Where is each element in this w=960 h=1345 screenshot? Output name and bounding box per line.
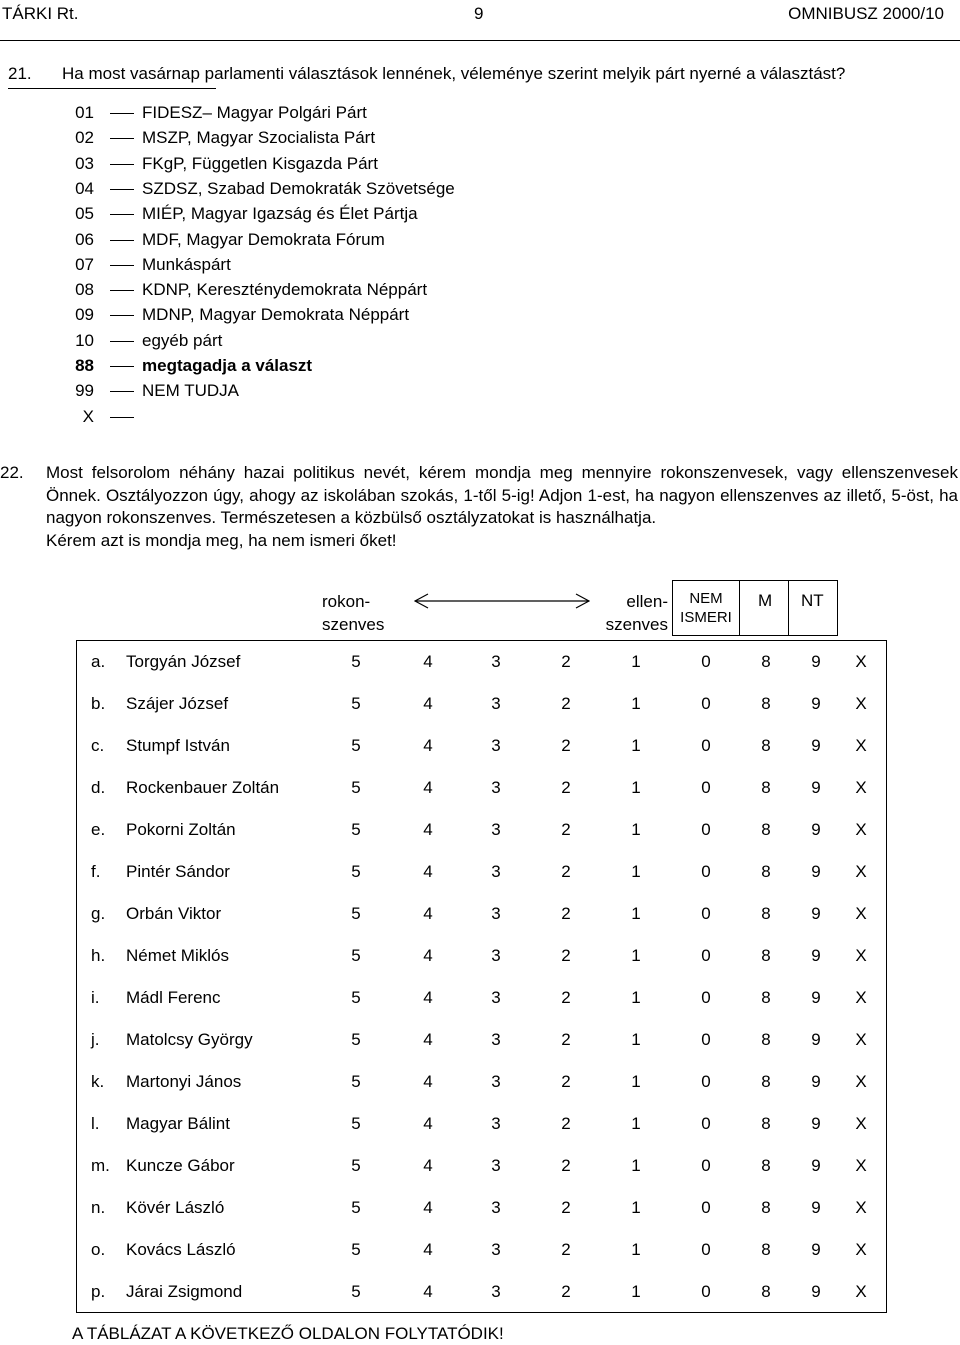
rating-code[interactable]: 5 [351,904,361,923]
rating-code[interactable]: 4 [423,694,433,713]
rating-code[interactable]: 5 [351,946,361,965]
rating-code[interactable]: 5 [351,778,361,797]
rating-code[interactable]: 4 [423,988,433,1007]
rating-code[interactable]: X [855,946,867,965]
rating-code[interactable]: 2 [561,1198,571,1217]
rating-code[interactable]: 2 [561,1156,571,1175]
rating-code[interactable]: 8 [761,820,771,839]
option-code: 08 [75,280,94,300]
answer-option [0,407,500,432]
answer-option [0,103,500,128]
rating-code[interactable]: 4 [423,1198,433,1217]
rating-code[interactable]: X [855,1240,867,1259]
politician-name: Torgyán József [126,652,241,671]
option-label: MIÉP, Magyar Igazság és Élet Pártja [142,204,418,224]
rating-code[interactable]: 2 [561,904,571,923]
rating-code[interactable]: 8 [761,1282,771,1301]
rating-code[interactable]: 9 [811,1030,821,1049]
answer-option [0,230,500,255]
option-code: 07 [75,254,94,274]
rating-code[interactable]: 9 [811,946,821,965]
answer-option [0,381,500,406]
option-label: megtagadja a választ [142,356,313,375]
rating-code[interactable]: 3 [491,1156,501,1175]
rating-code[interactable]: 2 [561,1240,571,1259]
table-row [76,1229,887,1271]
rating-code[interactable]: 9 [811,820,821,839]
nem-ismeri-header [673,589,739,627]
answer-option [0,305,500,330]
rating-code[interactable]: 9 [811,904,821,923]
table-row [76,1271,887,1313]
scale-left-line-1: rokon- [322,592,371,611]
survey-id: OMNIBUSZ 2000/10 [788,4,944,23]
rating-code[interactable]: 5 [351,820,361,839]
rating-code[interactable]: X [855,1198,867,1217]
table-row [76,1061,887,1103]
option-dash [110,290,134,291]
rating-code[interactable]: 8 [761,1072,771,1091]
rating-code[interactable]: 1 [631,1114,641,1133]
rating-code[interactable]: 9 [811,1198,821,1217]
option-code: 09 [75,305,94,325]
rating-code[interactable]: 2 [561,820,571,839]
rating-code[interactable]: 1 [631,988,641,1007]
option-label: egyéb párt [142,330,223,350]
rating-code[interactable]: 3 [491,946,501,965]
rating-code[interactable]: X [855,1114,867,1133]
rating-code[interactable]: 4 [423,862,433,881]
option-label: MSZP, Magyar Szocialista Párt [142,128,376,148]
rating-code[interactable]: 8 [761,988,771,1007]
politician-name: Matolcsy György [126,1030,253,1049]
nem-ismeri-header-box [672,580,740,636]
rating-code[interactable]: 4 [423,1114,433,1133]
m-header-box [739,580,789,636]
rating-code[interactable]: 5 [351,1240,361,1259]
rating-code[interactable]: 0 [701,694,711,713]
rating-code[interactable]: 3 [491,862,501,881]
rating-code[interactable]: 3 [491,988,501,1007]
rating-code[interactable]: 1 [631,1240,641,1259]
scale-right-line-1: ellen- [626,592,668,611]
rating-code[interactable]: 5 [351,1114,361,1133]
option-label: FIDESZ– Magyar Polgári Párt [142,103,367,122]
rating-code[interactable]: 4 [423,1156,433,1175]
rating-code[interactable]: X [855,736,867,755]
rating-code[interactable]: 1 [631,1156,641,1175]
rating-code[interactable]: 1 [631,1030,641,1049]
rating-code[interactable]: 4 [423,1072,433,1091]
rating-code[interactable]: X [855,1030,867,1049]
rating-code[interactable]: 0 [701,988,711,1007]
option-code: 05 [75,204,94,224]
politician-name: Magyar Bálint [126,1114,230,1133]
rating-code[interactable]: 3 [491,1030,501,1049]
rating-code[interactable]: 5 [351,988,361,1007]
rating-code[interactable]: 0 [701,652,711,671]
answer-option [0,179,500,204]
table-row [76,1145,887,1187]
table-row [76,935,887,977]
row-letter: i. [91,988,100,1007]
option-label: MDNP, Magyar Demokrata Néppárt [142,305,410,325]
politician-name: Stumpf István [126,736,230,755]
rating-code[interactable]: 8 [761,904,771,923]
row-letter: o. [91,1240,106,1259]
option-label: KDNP, Kereszténydemokrata Néppárt [142,280,428,300]
rating-code[interactable]: 0 [701,778,711,797]
header-rule [0,40,960,41]
rating-code[interactable]: 9 [811,778,821,797]
politician-name: Kuncze Gábor [126,1156,235,1175]
option-label: MDF, Magyar Demokrata Fórum [142,229,385,249]
rating-code[interactable]: 5 [351,652,361,671]
rating-code[interactable]: 5 [351,1282,361,1301]
option-dash [110,391,134,392]
rating-code[interactable]: 1 [631,862,641,881]
rating-code[interactable]: X [855,862,867,881]
continuation-note: A TÁBLÁZAT A KÖVETKEZŐ OLDALON FOLYTATÓDIK! [72,1324,504,1343]
rating-code[interactable]: 2 [561,1282,571,1301]
question-text: Ha most vasárnap parlamenti választások lennének, véleménye szerint melyik párt nyerné a választást? [62,64,846,83]
option-code: 06 [75,229,94,249]
rating-code[interactable]: X [855,652,867,671]
nem-ismeri-line-1: NEM [689,590,723,607]
rating-code[interactable]: 8 [761,736,771,755]
rating-code[interactable]: 4 [423,820,433,839]
rating-code[interactable]: 0 [701,1030,711,1049]
politician-name: Martonyi János [126,1072,242,1091]
table-row [76,683,887,725]
row-letter: m. [91,1156,110,1175]
rating-code[interactable]: 2 [561,946,571,965]
row-letter: p. [91,1282,106,1301]
rating-code[interactable]: 4 [423,652,433,671]
rating-code[interactable]: X [855,1156,867,1175]
row-letter: h. [91,946,106,965]
rating-code[interactable]: 1 [631,778,641,797]
option-label: Munkáspárt [142,254,231,274]
rating-code[interactable]: 0 [701,862,711,881]
rating-code[interactable]: 1 [631,820,641,839]
option-dash [110,113,134,114]
company-name: TÁRKI Rt. [2,4,79,23]
option-label: SZDSZ, Szabad Demokraták Szövetsége [142,178,455,198]
rating-code[interactable]: 8 [761,946,771,965]
rating-code[interactable]: 0 [701,946,711,965]
rating-code[interactable]: 2 [561,1030,571,1049]
rating-code[interactable]: 8 [761,1030,771,1049]
row-letter: j. [91,1030,100,1049]
rating-code[interactable]: 3 [491,904,501,923]
rating-code[interactable]: 3 [491,652,501,671]
rating-code[interactable]: 2 [561,1072,571,1091]
rating-code[interactable]: 8 [761,1114,771,1133]
rating-code[interactable]: 4 [423,1030,433,1049]
rating-code[interactable]: 1 [631,736,641,755]
table-row [76,641,887,683]
rating-code[interactable]: 9 [811,652,821,671]
politician-name: Pintér Sándor [126,862,230,881]
politician-name: Kovács László [126,1240,236,1259]
rating-code[interactable]: 0 [701,1114,711,1133]
rating-code[interactable]: 3 [491,694,501,713]
row-letter: l. [91,1114,100,1133]
rating-code[interactable]: 8 [761,1198,771,1217]
option-code: 99 [75,381,94,401]
rating-code[interactable]: 4 [423,736,433,755]
table-row [76,893,887,935]
rating-code[interactable]: 3 [491,820,501,839]
rating-code[interactable]: 2 [561,694,571,713]
rating-code[interactable]: 9 [811,862,821,881]
rating-code[interactable]: 2 [561,988,571,1007]
scale-left-line-2: szenves [322,615,385,634]
option-dash [110,417,134,418]
rating-code[interactable]: 5 [351,1030,361,1049]
politician-name: Járai Zsigmond [126,1282,243,1301]
politician-name: Rockenbauer Zoltán [126,778,280,797]
rating-code[interactable]: 1 [631,1198,641,1217]
rating-code[interactable]: 3 [491,736,501,755]
rating-code[interactable]: 2 [561,1114,571,1133]
rating-code[interactable]: 8 [761,1156,771,1175]
nem-ismeri-line-2: ISMERI [680,609,732,626]
scale-right-label [588,590,668,636]
answer-option [0,128,500,153]
rating-code[interactable]: 0 [701,1156,711,1175]
option-label: FKgP, Független Kisgazda Párt [142,153,378,173]
rating-code[interactable]: X [855,988,867,1007]
rating-code[interactable]: 9 [811,736,821,755]
rating-code[interactable]: 0 [701,1282,711,1301]
rating-code[interactable]: 5 [351,1198,361,1217]
rating-code[interactable]: 9 [811,1072,821,1091]
question-text: Most felsorolom néhány hazai politikus nevét, kérem mondja meg mennyire rokonszenvesek, vagy ellenszenvesek Önnek. Osztályozzon úgy, ahogy az iskolában szokás, 1-től 5-ig! Adjon 1-est, ha nagyon ellenszenves az illető, 5-öst, ha nagyon rokonszenves. Természetesen a közbülső osztályzatokat is használhatja. [46,463,958,527]
rating-code[interactable]: 0 [701,904,711,923]
rating-code[interactable]: X [855,820,867,839]
rating-code[interactable]: 0 [701,736,711,755]
page-number: 9 [474,4,484,23]
politician-name: Mádl Ferenc [126,988,221,1007]
row-letter: c. [91,736,105,755]
nt-header: NT [801,591,824,610]
politician-name: Szájer József [126,694,229,713]
rating-code[interactable]: 4 [423,1282,433,1301]
rating-code[interactable]: 1 [631,904,641,923]
rating-code[interactable]: 9 [811,694,821,713]
m-header: M [758,591,773,610]
table-row [76,809,887,851]
table-row [76,1103,887,1145]
rating-code[interactable]: 4 [423,778,433,797]
rating-code[interactable]: X [855,1282,867,1301]
rating-code[interactable]: 3 [491,778,501,797]
row-letter: e. [91,820,106,839]
option-code: X [82,406,94,426]
question-number: 21. [8,64,32,83]
rating-code[interactable]: X [855,694,867,713]
answer-option [0,331,500,356]
rating-code[interactable]: 8 [761,694,771,713]
option-code: 01 [75,103,94,122]
rating-code[interactable]: 1 [631,1072,641,1091]
politician-name: Pokorni Zoltán [126,820,236,839]
rating-code[interactable]: 4 [423,904,433,923]
table-row [76,725,887,767]
rating-code[interactable]: 0 [701,1240,711,1259]
option-dash [110,341,134,342]
rating-code[interactable]: 2 [561,736,571,755]
row-letter: n. [91,1198,106,1217]
option-dash [110,315,134,316]
rating-code[interactable]: 4 [423,946,433,965]
table-row [76,767,887,809]
scale-double-arrow-icon [414,593,590,609]
option-dash [110,138,134,139]
question-number: 22. [0,463,24,482]
row-letter: k. [91,1072,105,1091]
nt-header-box [788,580,838,636]
answer-option [0,204,500,229]
table-row [76,851,887,893]
question-22 [0,462,958,552]
option-dash [110,240,134,241]
rating-code[interactable]: 8 [761,862,771,881]
rating-code[interactable]: 2 [561,862,571,881]
rating-code[interactable]: 3 [491,1282,501,1301]
rating-code[interactable]: 5 [351,1156,361,1175]
rating-code[interactable]: 9 [811,1114,821,1133]
rating-code[interactable]: 3 [491,1072,501,1091]
option-code: 02 [75,128,94,148]
option-dash [110,214,134,215]
rating-code[interactable]: 2 [561,652,571,671]
politician-name: Német Miklós [126,946,229,965]
answer-option [0,280,500,305]
option-dash [110,366,134,367]
answer-option [0,154,500,179]
rating-code[interactable]: X [855,904,867,923]
rating-code[interactable]: 0 [701,1198,711,1217]
rating-code[interactable]: 5 [351,862,361,881]
rating-code[interactable]: 5 [351,736,361,755]
rating-code[interactable]: 1 [631,694,641,713]
rating-code[interactable]: 1 [631,946,641,965]
table-row [76,1187,887,1229]
politician-name: Orbán Viktor [126,904,222,923]
option-code: 10 [75,330,94,350]
rating-code[interactable]: 1 [631,1282,641,1301]
row-letter: f. [91,862,101,881]
rating-code[interactable]: X [855,778,867,797]
scale-left-label [322,590,402,636]
row-letter: d. [91,778,106,797]
row-letter: g. [91,904,106,923]
rating-code[interactable]: 3 [491,1198,501,1217]
scale-right-line-2: szenves [605,615,668,634]
rating-code[interactable]: 8 [761,1240,771,1259]
answer-option [0,356,500,381]
rating-code[interactable]: X [855,1072,867,1091]
option-label: NEM TUDJA [142,381,239,401]
rating-code[interactable]: 9 [811,1282,821,1301]
option-dash [110,164,134,165]
rating-code[interactable]: 0 [701,820,711,839]
rating-code[interactable]: 4 [423,1240,433,1259]
option-code: 03 [75,153,94,173]
rating-code[interactable]: 8 [761,652,771,671]
option-code: 04 [75,178,94,198]
table-row [76,977,887,1019]
rating-code[interactable]: 3 [491,1240,501,1259]
rating-code[interactable]: 9 [811,1240,821,1259]
row-letter: b. [91,694,106,713]
rating-code[interactable]: 0 [701,1072,711,1091]
option-code: 88 [75,356,94,375]
answer-option [0,255,500,280]
table-row [76,1019,887,1061]
rating-code[interactable]: 9 [811,1156,821,1175]
rating-code[interactable]: 9 [811,988,821,1007]
row-letter: a. [91,652,106,671]
question-underline [8,88,216,89]
politician-name: Kövér László [126,1198,225,1217]
rating-code[interactable]: 1 [631,652,641,671]
rating-code[interactable]: 8 [761,778,771,797]
rating-code[interactable]: 5 [351,694,361,713]
option-dash [110,265,134,266]
rating-code[interactable]: 5 [351,1072,361,1091]
option-dash [110,189,134,190]
rating-code[interactable]: 2 [561,778,571,797]
question-note: Kérem azt is mondja meg, ha nem ismeri őket! [46,530,397,550]
rating-code[interactable]: 3 [491,1114,501,1133]
